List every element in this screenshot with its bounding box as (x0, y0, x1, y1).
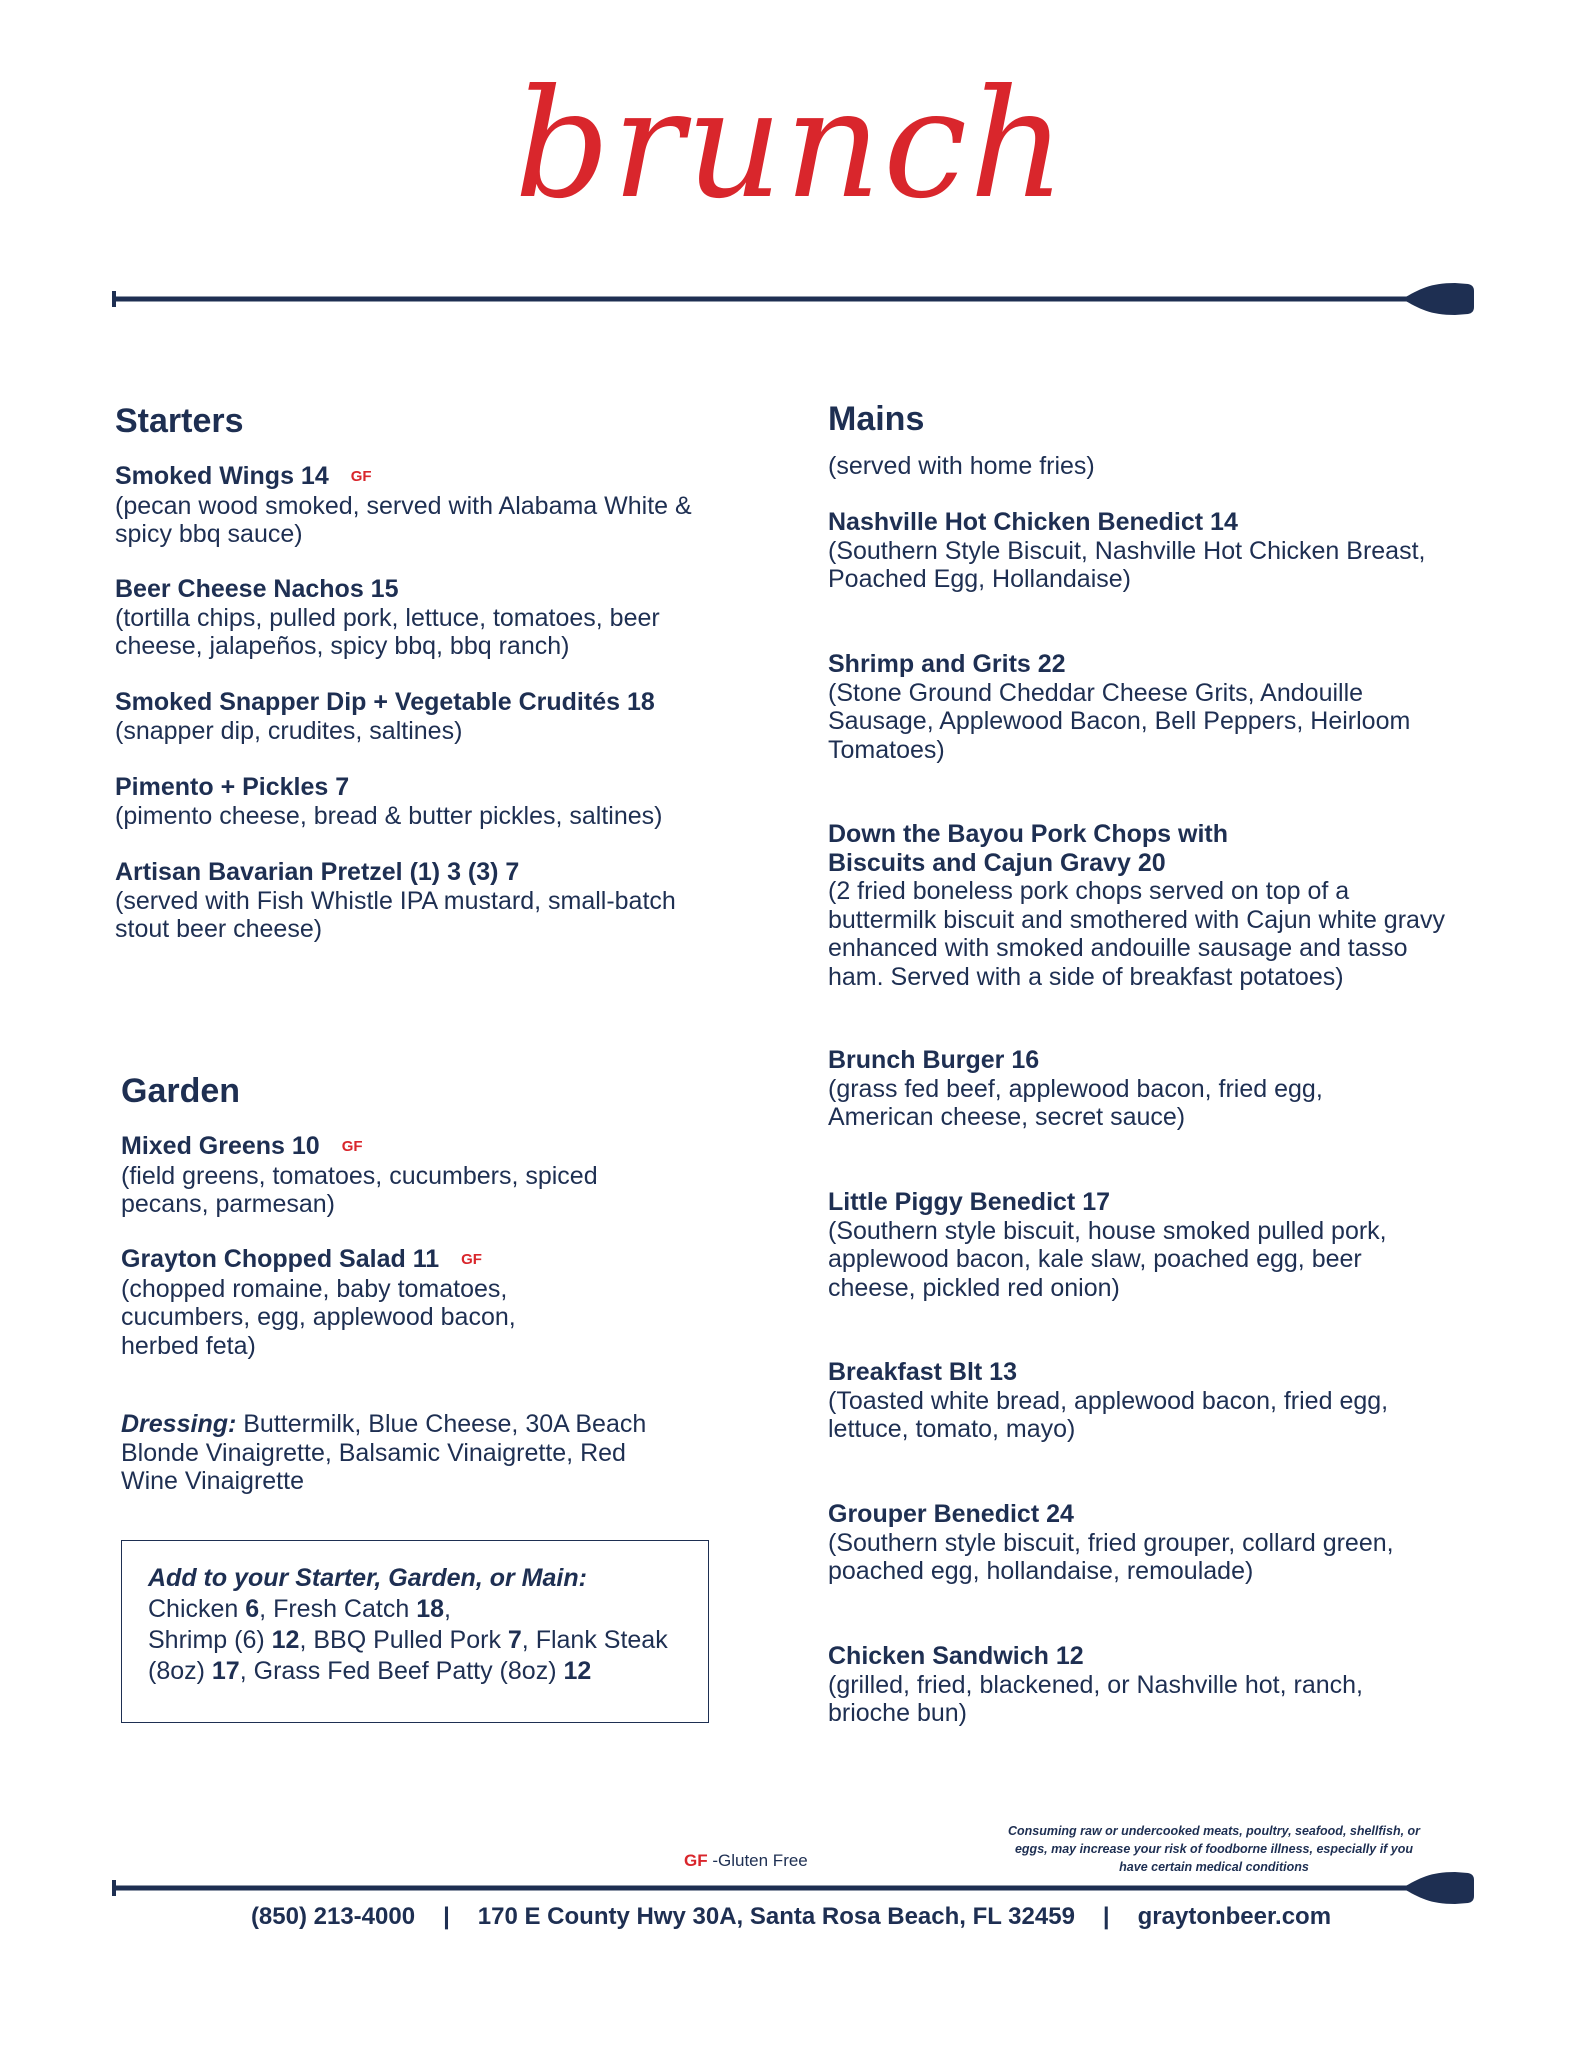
item-name: Chicken Sandwich 12 (828, 1642, 1084, 1670)
item-desc: (grass fed beef, applewood bacon, fried egg, American cheese, secret sauce) (828, 1074, 1323, 1131)
garden-heading: Garden (121, 1072, 241, 1110)
gf-badge: GF (350, 468, 372, 486)
item-desc: (pimento cheese, bread & butter pickles, saltines) (115, 801, 663, 830)
dressing-options (121, 1410, 681, 1496)
item-name: Nashville Hot Chicken Benedict 14 (828, 508, 1238, 536)
footer-separator: | (1102, 1903, 1110, 1930)
menu-item (828, 1188, 1428, 1302)
menu-item (121, 1245, 541, 1360)
item-name: Smoked Snapper Dip + Vegetable Crudités 18 (115, 688, 655, 716)
addon-fresh-catch: Fresh Catch 18, (273, 1595, 451, 1623)
item-desc: (snapper dip, crudites, saltines) (115, 716, 463, 745)
item-desc: (tortilla chips, pulled pork, lettuce, tomatoes, beer cheese, jalapeños, spicy bbq, bbq ranch) (115, 603, 660, 660)
item-name: Shrimp and Grits 22 (828, 650, 1066, 678)
addon-flank-steak: Flank Steak (8oz) 17, (148, 1626, 668, 1685)
item-desc: (field greens, tomatoes, cucumbers, spiced pecans, parmesan) (121, 1161, 598, 1219)
item-name: Beer Cheese Nachos 15 (115, 575, 399, 603)
addons-box (121, 1540, 709, 1723)
item-name: Breakfast Blt 13 (828, 1358, 1017, 1386)
footer-contact (0, 1903, 1582, 1931)
item-desc: (Stone Ground Cheddar Cheese Grits, Andouille Sausage, Applewood Bacon, Bell Peppers, Heirloom Tomatoes) (828, 678, 1411, 764)
item-desc: (Southern style biscuit, house smoked pulled pork, applewood bacon, kale slaw, poached egg, beer cheese, pickled red onion) (828, 1216, 1387, 1302)
addon-chicken: Chicken 6, (148, 1595, 274, 1623)
gf-badge: GF (341, 1138, 363, 1156)
item-name: Brunch Burger 16 (828, 1046, 1040, 1074)
menu-item (828, 1358, 1448, 1444)
item-name: Down the Bayou Pork Chops with Biscuits and Cajun Gravy 20 (828, 820, 1229, 877)
item-name: Smoked Wings 14 (115, 462, 329, 490)
item-desc: (2 fried boneless pork chops served on top of a buttermilk biscuit and smothered with Cajun white gravy enhanced with smoked andouille sausage and tasso ham. Served with a side of breakfast potatoes) (828, 877, 1445, 991)
paddle-divider-top (110, 279, 1475, 319)
item-desc: (chopped romaine, baby tomatoes, cucumbers, egg, applewood bacon, herbed feta) (121, 1274, 516, 1360)
gf-badge: GF (461, 1251, 482, 1269)
menu-item (115, 773, 735, 830)
menu-item (115, 688, 735, 745)
item-desc: (grilled, fried, blackened, or Nashville hot, ranch, brioche bun) (828, 1670, 1363, 1727)
item-name: Artisan Bavarian Pretzel (1) 3 (3) 7 (115, 858, 520, 886)
starters-heading: Starters (115, 402, 244, 440)
item-name: Pimento + Pickles 7 (115, 773, 350, 801)
food-safety-warning: Consuming raw or undercooked meats, poultry, seafood, shellfish, or eggs, may increase your risk of foodborne illness, especially if you have certain medical conditions (1007, 1824, 1421, 1874)
mains-heading: Mains (828, 400, 925, 438)
menu-item (828, 1046, 1388, 1132)
addon-bbq-pork: BBQ Pulled Pork 7, (313, 1626, 536, 1654)
item-desc: (Southern Style Biscuit, Nashville Hot Chicken Breast, Poached Egg, Hollandaise) (828, 536, 1426, 593)
menu-item (828, 820, 1458, 991)
dressing-list: Buttermilk, Blue Cheese, 30A Beach Blonde Vinaigrette, Balsamic Vinaigrette, Red Wine Vinaigrette (121, 1410, 647, 1495)
item-desc: (Southern style biscuit, fried grouper, collard green, poached egg, hollandaise, remoulade) (828, 1528, 1394, 1585)
website-link[interactable]: graytonbeer.com (1137, 1903, 1332, 1930)
dressing-label: Dressing: (121, 1410, 237, 1438)
addons-label: Add to your Starter, Garden, or Main: (148, 1564, 587, 1592)
addon-shrimp: Shrimp (6) 12, (148, 1626, 314, 1654)
menu-item (121, 1132, 641, 1219)
gf-legend-mark: GF (684, 1851, 708, 1870)
addon-beef-patty: Grass Fed Beef Patty (8oz) 12 (253, 1657, 592, 1685)
menu-item (115, 858, 715, 944)
item-name: Grouper Benedict 24 (828, 1500, 1074, 1528)
footer-separator: | (443, 1903, 450, 1930)
menu-title: brunch (514, 58, 1068, 232)
item-desc: (Toasted white bread, applewood bacon, fried egg, lettuce, tomato, mayo) (828, 1386, 1389, 1443)
menu-item (828, 650, 1428, 764)
menu-item (828, 508, 1468, 594)
gf-legend-text: -Gluten Free (707, 1851, 808, 1870)
menu-item (828, 1500, 1448, 1586)
item-desc: (pecan wood smoked, served with Alabama White & spicy bbq sauce) (115, 491, 692, 549)
menu-item (828, 1642, 1428, 1728)
item-desc: (served with Fish Whistle IPA mustard, small-batch stout beer cheese) (115, 886, 676, 943)
item-name: Little Piggy Benedict 17 (828, 1188, 1111, 1216)
menu-item (115, 462, 715, 549)
phone-number[interactable]: (850) 213-4000 (250, 1903, 416, 1930)
paddle-divider-bottom (110, 1868, 1475, 1908)
address: 170 E County Hwy 30A, Santa Rosa Beach, FL 32459 (477, 1903, 1075, 1930)
mains-note: (served with home fries) (828, 452, 1095, 480)
item-name: Mixed Greens 10 (121, 1132, 320, 1160)
menu-item (115, 575, 715, 661)
item-name: Grayton Chopped Salad 11 (121, 1245, 440, 1273)
